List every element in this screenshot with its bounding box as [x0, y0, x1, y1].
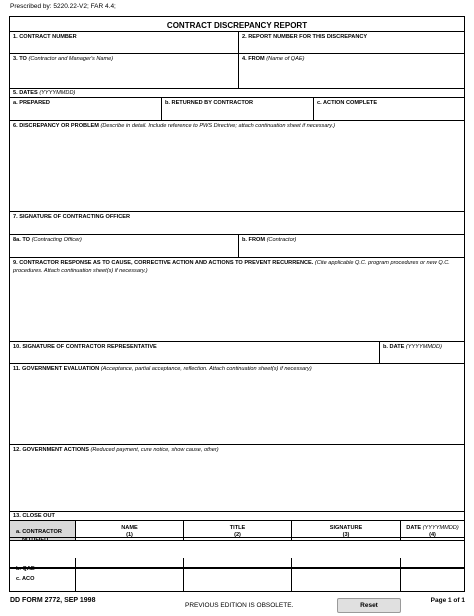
- to-8a-label: 8a. TO: [13, 237, 30, 243]
- gov-actions-hint: (Reduced payment, cure notice, show cause, other): [90, 447, 219, 453]
- from-8b-label: b. FROM: [242, 237, 265, 243]
- date-prepared-field[interactable]: [10, 98, 162, 120]
- to-hint: (Contractor and Manager's Name): [28, 56, 114, 62]
- to-8a-field[interactable]: [10, 235, 239, 257]
- closeout-header: [10, 512, 464, 521]
- to-8a-hint: (Contracting Officer): [31, 237, 82, 243]
- contractor-name-field[interactable]: [76, 521, 184, 537]
- row-label-aco: c. ACO: [10, 567, 76, 591]
- form-id: DD FORM 2772, SEP 1998: [10, 597, 96, 604]
- row-to-from: [10, 54, 464, 89]
- contractor-response-field[interactable]: [10, 258, 464, 342]
- date-prepared-label: a. PREPARED: [13, 100, 50, 106]
- closeout-label: 13. CLOSE OUT: [13, 513, 55, 519]
- report-number-field[interactable]: [239, 32, 464, 53]
- gov-eval-label: 11. GOVERNMENT EVALUATION: [13, 366, 100, 372]
- contract-number-label: 1. CONTRACT NUMBER: [13, 34, 77, 40]
- aco-signature-field[interactable]: [292, 567, 401, 591]
- discrepancy-field[interactable]: [10, 121, 464, 212]
- from-field[interactable]: [239, 54, 464, 88]
- date-10b-label: b. DATE: [383, 344, 405, 350]
- form-title: CONTRACT DISCREPANCY REPORT: [166, 21, 308, 30]
- row-label-contractor: a. CONTRACTOR NOTIFIED: [10, 521, 76, 537]
- page-number: Page 1 of 1: [430, 597, 465, 604]
- response-label: 9. CONTRACTOR RESPONSE AS TO CAUSE, CORRECTIVE ACTION AND ACTIONS TO PREVENT RECURRENCE.: [13, 260, 314, 266]
- date-returned-field[interactable]: [162, 98, 314, 120]
- aco-name-field[interactable]: [76, 567, 184, 591]
- date-action-label: c. ACTION COMPLETE: [317, 100, 378, 106]
- to-field[interactable]: [10, 54, 239, 88]
- contractor-date-field[interactable]: [401, 521, 464, 537]
- aco-title-field[interactable]: [184, 567, 292, 591]
- edition-note: PREVIOUS EDITION IS OBSOLETE.: [185, 602, 294, 609]
- col-date: DATE (YYYYMMDD) (4): [406, 525, 459, 538]
- signature-rep-label: 10. SIGNATURE OF CONTRACTOR REPRESENTATIVE: [13, 344, 157, 350]
- contract-discrepancy-form: [9, 16, 465, 572]
- signature-co-field[interactable]: [10, 212, 464, 235]
- discrepancy-label: 6. DISCREPANCY OR PROBLEM: [13, 123, 99, 129]
- date-10b-field[interactable]: [380, 342, 464, 363]
- contractor-signature-field[interactable]: [292, 521, 401, 537]
- col-name: NAME (1): [76, 521, 184, 540]
- dates-hint: (YYYYMMDD): [39, 90, 76, 96]
- closeout-row-aco: [9, 567, 465, 592]
- gov-evaluation-field[interactable]: [10, 364, 464, 445]
- row-8: [10, 235, 464, 258]
- from-8b-hint: (Contractor): [266, 237, 297, 243]
- row-contract-report: [10, 32, 464, 54]
- signature-co-label: 7. SIGNATURE OF CONTRACTING OFFICER: [13, 214, 131, 220]
- contract-number-field[interactable]: [10, 32, 239, 53]
- row-10: [10, 342, 464, 364]
- row-dates-header: [10, 89, 464, 98]
- dates-label: 5. DATES: [13, 90, 38, 96]
- reset-button[interactable]: Reset: [337, 598, 401, 613]
- col-title: TITLE (2): [184, 521, 292, 540]
- row-dates: [10, 98, 464, 121]
- prescribed-by: Prescribed by: 5220.22-V2; FAR 4.4;: [10, 3, 116, 10]
- gov-eval-hint: (Acceptance, partial acceptance, reflection. Attach continuation sheet(s) if necessary): [100, 366, 312, 372]
- from-hint: (Name of QAE): [266, 56, 305, 62]
- date-10b-hint: (YYYYMMDD): [405, 344, 442, 350]
- closeout-row-contractor: [10, 521, 464, 543]
- signature-rep-field[interactable]: [10, 342, 380, 363]
- date-action-field[interactable]: [314, 98, 464, 120]
- col-signature: SIGNATURE (3): [292, 521, 401, 540]
- row-label-qae: b. QAE: [10, 558, 76, 568]
- from-label: 4. FROM: [242, 56, 265, 62]
- discrepancy-hint: (Describe in detail. Include reference to PWS Directive; attach continuation sheet if necessary.): [100, 123, 336, 129]
- contractor-title-field[interactable]: [184, 521, 292, 537]
- report-number-label: 2. REPORT NUMBER FOR THIS DISCREPANCY: [242, 34, 368, 40]
- response-hint: (Cite applicable Q.C. program procedures or new Q.C. procedures. Attach continuation sheet(s) if necessary.): [13, 260, 450, 274]
- title-row: [10, 17, 464, 32]
- gov-actions-field[interactable]: [10, 445, 464, 512]
- gov-actions-label: 12. GOVERNMENT ACTIONS: [13, 447, 89, 453]
- to-label: 3. TO: [13, 56, 27, 62]
- from-8b-field[interactable]: [239, 235, 464, 257]
- aco-date-field[interactable]: [401, 567, 464, 591]
- date-returned-label: b. RETURNED BY CONTRACTOR: [165, 100, 254, 106]
